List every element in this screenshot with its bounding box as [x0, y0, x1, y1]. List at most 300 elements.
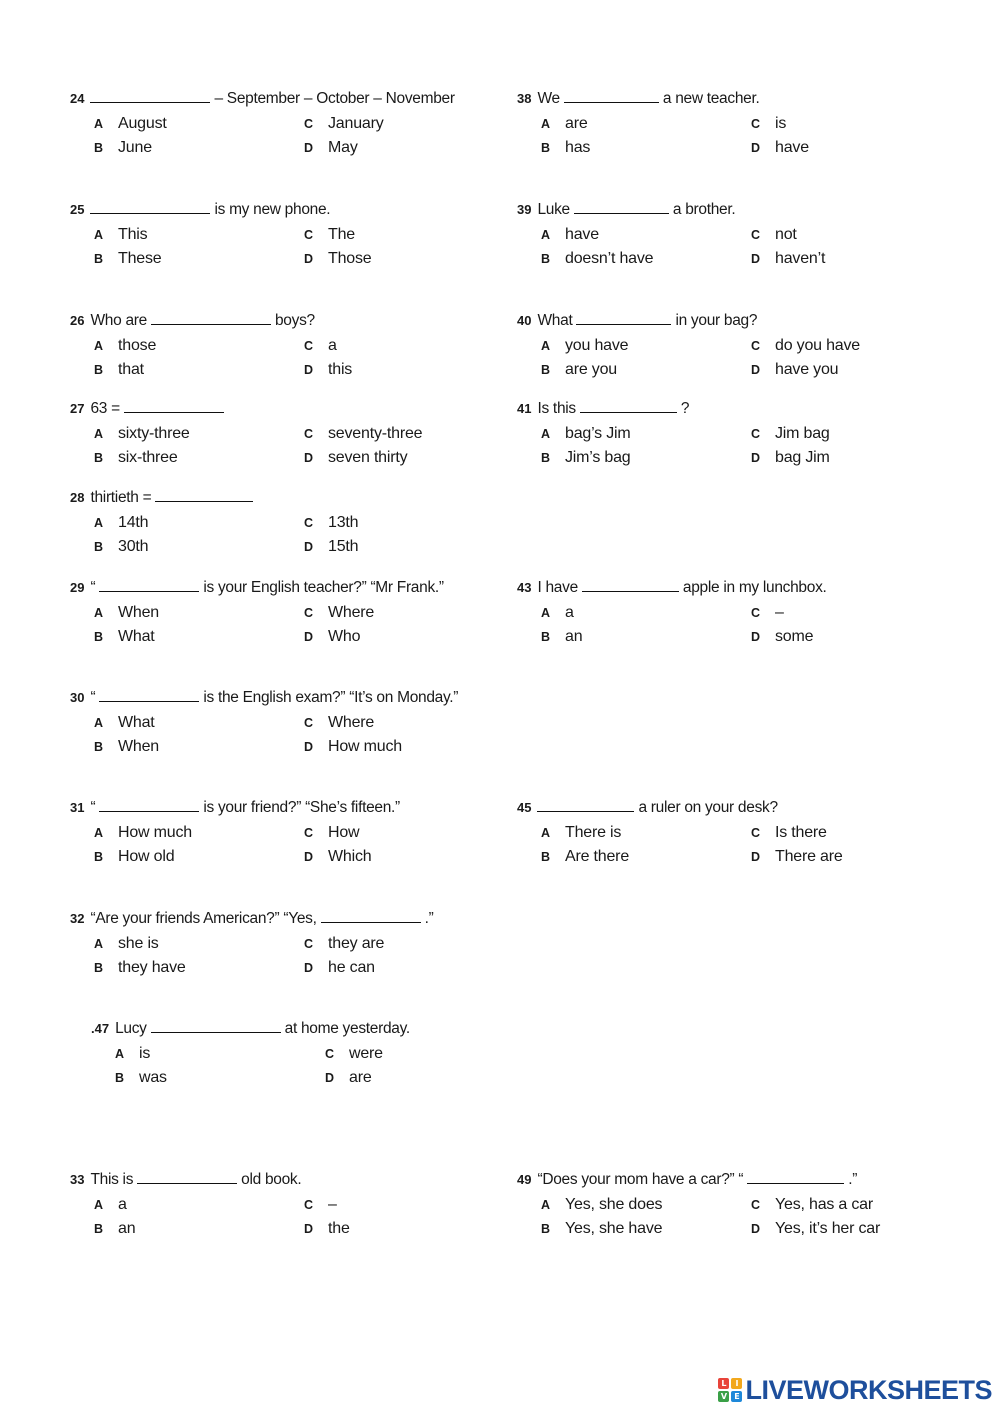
option-letter: C [304, 516, 313, 530]
option-letter: A [541, 826, 550, 840]
stem-text-before: “ [90, 689, 100, 706]
option-text: has [565, 139, 591, 156]
question-41 [517, 400, 917, 480]
option-a[interactable] [541, 337, 628, 355]
option-letter: B [94, 740, 103, 754]
option-letter: B [115, 1071, 124, 1085]
option-text: do you have [775, 337, 860, 354]
answer-blank[interactable] [124, 400, 224, 413]
option-letter: D [325, 1071, 334, 1085]
option-a[interactable] [94, 714, 155, 732]
question-number: 31 [70, 800, 85, 815]
option-letter: C [304, 427, 313, 441]
option-text: an [565, 628, 583, 645]
option-text: Yes, has a car [775, 1196, 874, 1213]
option-text: How much [118, 824, 192, 841]
option-a[interactable] [94, 1196, 127, 1214]
option-c[interactable] [304, 824, 359, 842]
stem-text-after: a new teacher. [658, 90, 760, 107]
option-b[interactable] [94, 1220, 135, 1238]
answer-blank[interactable] [155, 489, 253, 502]
question-number: 28 [70, 490, 85, 505]
question-number: 27 [70, 401, 85, 416]
question-40 [517, 312, 917, 392]
option-text: When [118, 738, 159, 755]
option-a[interactable] [94, 226, 147, 244]
option-text: How much [328, 738, 402, 755]
stem-text-before: I have [537, 579, 582, 596]
option-c[interactable] [304, 226, 355, 244]
question-stem [517, 312, 757, 330]
answer-blank[interactable] [151, 312, 271, 325]
option-letter: C [751, 117, 760, 131]
question-27 [70, 400, 470, 480]
question-32 [70, 910, 470, 990]
option-text: How old [118, 848, 175, 865]
answer-blank[interactable] [574, 201, 669, 214]
answer-blank[interactable] [576, 312, 671, 325]
option-b[interactable] [541, 250, 653, 268]
option-letter: D [304, 540, 313, 554]
option-letter: B [541, 363, 550, 377]
option-text: they have [118, 959, 186, 976]
stem-text-before: Luke [537, 201, 574, 218]
option-letter: B [541, 1222, 550, 1236]
stem-text-after: at home yesterday. [280, 1020, 410, 1037]
option-text: are [565, 115, 588, 132]
option-letter: D [751, 850, 760, 864]
stem-text-after: .” [844, 1171, 858, 1188]
question-number: .47 [91, 1021, 110, 1036]
option-b[interactable] [541, 139, 590, 157]
option-text: seventy-three [328, 425, 423, 442]
option-text: There are [775, 848, 843, 865]
option-letter: A [94, 606, 103, 620]
option-text: the [328, 1220, 350, 1237]
option-text: – [328, 1196, 337, 1213]
option-a[interactable] [94, 604, 159, 622]
option-text: have [565, 226, 599, 243]
option-letter: D [304, 1222, 313, 1236]
option-d[interactable] [304, 538, 358, 556]
stem-text-after: is your friend?” “She’s fifteen.” [199, 799, 400, 816]
option-text: were [349, 1045, 383, 1062]
question-number: 38 [517, 91, 532, 106]
option-letter: B [94, 252, 103, 266]
stem-text-before: What [537, 312, 577, 329]
option-letter: A [94, 826, 103, 840]
option-d[interactable] [304, 449, 407, 467]
option-text: The [328, 226, 355, 243]
option-letter: A [94, 117, 103, 131]
option-text: are you [565, 361, 617, 378]
option-a[interactable] [541, 1196, 662, 1214]
question-30 [70, 689, 470, 769]
answer-blank[interactable] [151, 1020, 281, 1033]
answer-blank[interactable] [99, 799, 199, 812]
option-c[interactable] [325, 1045, 383, 1063]
question-47 [91, 1020, 491, 1100]
stem-text-after: is my new phone. [210, 201, 331, 218]
answer-blank[interactable] [580, 400, 677, 413]
question-45 [517, 799, 917, 879]
option-letter: A [115, 1047, 124, 1061]
question-stem [70, 90, 455, 108]
option-letter: A [541, 427, 550, 441]
option-text: When [118, 604, 159, 621]
stem-text-after: is the English exam?” “It’s on Monday.” [199, 689, 459, 706]
answer-blank[interactable] [99, 689, 199, 702]
option-letter: A [94, 228, 103, 242]
option-text: 30th [118, 538, 149, 555]
question-26 [70, 312, 470, 392]
option-letter: B [94, 630, 103, 644]
option-d[interactable] [304, 628, 360, 646]
option-letter: C [304, 937, 313, 951]
option-d[interactable] [304, 959, 375, 977]
option-text: 14th [118, 514, 149, 531]
option-b[interactable] [94, 848, 174, 866]
option-b[interactable] [94, 449, 178, 467]
option-b[interactable] [94, 361, 144, 379]
option-b[interactable] [541, 1220, 662, 1238]
option-b[interactable] [115, 1069, 167, 1087]
question-stem [517, 90, 759, 108]
question-43 [517, 579, 917, 659]
option-d[interactable] [304, 139, 358, 157]
option-a[interactable] [94, 824, 192, 842]
option-letter: D [751, 451, 760, 465]
option-letter: D [751, 141, 760, 155]
stem-text-after: .” [420, 910, 434, 927]
option-letter: C [304, 606, 313, 620]
answer-blank[interactable] [747, 1171, 844, 1184]
option-text: haven’t [775, 250, 826, 267]
option-text: a [118, 1196, 127, 1213]
option-letter: A [541, 117, 550, 131]
question-number: 39 [517, 202, 532, 217]
question-number: 32 [70, 911, 85, 926]
question-38 [517, 90, 917, 170]
option-c[interactable] [751, 604, 784, 622]
option-text: he can [328, 959, 375, 976]
stem-text-after: in your bag? [671, 312, 758, 329]
answer-blank[interactable] [564, 90, 659, 103]
option-c[interactable] [304, 337, 337, 355]
option-b[interactable] [94, 250, 161, 268]
option-letter: C [325, 1047, 334, 1061]
question-stem [70, 689, 458, 707]
option-letter: D [304, 850, 313, 864]
option-c[interactable] [751, 824, 827, 842]
option-text: Where [328, 604, 375, 621]
option-letter: C [751, 339, 760, 353]
option-text: This [118, 226, 148, 243]
question-stem [70, 579, 444, 597]
answer-blank[interactable] [90, 201, 210, 214]
question-stem [70, 489, 253, 507]
option-a[interactable] [541, 425, 631, 443]
question-number: 29 [70, 580, 85, 595]
option-b[interactable] [94, 959, 186, 977]
option-text: a [328, 337, 337, 354]
option-b[interactable] [541, 449, 631, 467]
option-letter: C [304, 1198, 313, 1212]
option-text: There is [565, 824, 622, 841]
option-text: sixty-three [118, 425, 190, 442]
option-text: you have [565, 337, 629, 354]
stem-text-before: 63 = [90, 400, 124, 417]
option-text: some [775, 628, 814, 645]
option-a[interactable] [94, 115, 167, 133]
question-stem [70, 1171, 301, 1189]
option-d[interactable] [751, 628, 813, 646]
stem-text-after: ? [676, 400, 690, 417]
option-b[interactable] [94, 738, 159, 756]
option-c[interactable] [751, 425, 830, 443]
logo-mark-icon: L I V E [718, 1378, 742, 1402]
stem-text-before: We [537, 90, 564, 107]
option-b[interactable] [94, 139, 152, 157]
option-letter: C [751, 1198, 760, 1212]
option-d[interactable] [751, 250, 825, 268]
question-number: 25 [70, 202, 85, 217]
option-text: Yes, it’s her car [775, 1220, 881, 1237]
answer-blank[interactable] [137, 1171, 237, 1184]
option-text: How [328, 824, 360, 841]
option-letter: C [304, 339, 313, 353]
stem-text-after: old book. [237, 1171, 302, 1188]
stem-text-before: “Does your mom have a car?” “ [537, 1171, 748, 1188]
option-d[interactable] [751, 1220, 880, 1238]
option-text: seven thirty [328, 449, 408, 466]
option-letter: A [94, 339, 103, 353]
option-a[interactable] [541, 115, 588, 133]
option-letter: B [94, 451, 103, 465]
option-b[interactable] [541, 628, 582, 646]
option-text: have you [775, 361, 839, 378]
option-letter: C [304, 716, 313, 730]
stem-text-before: Lucy [115, 1020, 151, 1037]
answer-blank[interactable] [582, 579, 679, 592]
option-b[interactable] [541, 848, 629, 866]
option-c[interactable] [304, 604, 374, 622]
option-c[interactable] [751, 115, 786, 133]
stem-text-before: “ [90, 579, 100, 596]
option-c[interactable] [304, 714, 374, 732]
option-letter: A [541, 606, 550, 620]
option-a[interactable] [541, 226, 599, 244]
option-text: Yes, she does [565, 1196, 663, 1213]
option-c[interactable] [751, 337, 860, 355]
stem-text-before: “ [90, 799, 100, 816]
stem-text-after: a ruler on your desk? [634, 799, 778, 816]
question-stem [517, 1171, 857, 1189]
stem-text-after: boys? [270, 312, 315, 329]
option-letter: D [304, 252, 313, 266]
option-letter: B [541, 850, 550, 864]
option-text: What [118, 714, 155, 731]
option-letter: C [751, 826, 760, 840]
option-letter: D [751, 252, 760, 266]
option-text: 15th [328, 538, 359, 555]
option-text: Are there [565, 848, 630, 865]
option-text: those [118, 337, 157, 354]
option-b[interactable] [94, 538, 148, 556]
option-letter: B [541, 451, 550, 465]
question-stem [70, 312, 315, 330]
option-c[interactable] [304, 935, 384, 953]
question-stem [70, 910, 433, 928]
option-text: an [118, 1220, 136, 1237]
question-number: 45 [517, 800, 532, 815]
option-a[interactable] [94, 935, 159, 953]
stem-text-before: Who are [90, 312, 151, 329]
option-c[interactable] [751, 1196, 873, 1214]
answer-blank[interactable] [99, 579, 199, 592]
option-a[interactable] [94, 514, 148, 532]
option-letter: B [94, 141, 103, 155]
question-stem [70, 400, 224, 418]
question-stem [70, 799, 400, 817]
option-text: doesn’t have [565, 250, 654, 267]
option-letter: B [94, 850, 103, 864]
question-stem [517, 201, 735, 219]
option-c[interactable] [304, 115, 384, 133]
stem-text-before: This is [90, 1171, 138, 1188]
option-letter: C [751, 228, 760, 242]
option-letter: A [94, 427, 103, 441]
option-text: is [139, 1045, 151, 1062]
option-d[interactable] [304, 1220, 350, 1238]
option-d[interactable] [325, 1069, 372, 1087]
option-text: Where [328, 714, 375, 731]
answer-blank[interactable] [321, 910, 421, 923]
question-number: 40 [517, 313, 532, 328]
option-c[interactable] [304, 1196, 337, 1214]
option-d[interactable] [304, 738, 402, 756]
option-text: Is there [775, 824, 827, 841]
option-text: not [775, 226, 797, 243]
option-letter: D [751, 1222, 760, 1236]
option-letter: D [304, 451, 313, 465]
option-text: Yes, she have [565, 1220, 663, 1237]
question-number: 49 [517, 1172, 532, 1187]
option-b[interactable] [94, 628, 155, 646]
option-d[interactable] [751, 449, 830, 467]
question-number: 41 [517, 401, 532, 416]
option-letter: D [751, 363, 760, 377]
option-d[interactable] [304, 361, 352, 379]
option-b[interactable] [541, 361, 617, 379]
question-stem [517, 400, 689, 418]
option-letter: B [541, 141, 550, 155]
question-stem [91, 1020, 410, 1038]
question-stem [517, 579, 827, 597]
option-letter: A [541, 339, 550, 353]
option-text: are [349, 1069, 372, 1086]
question-25 [70, 201, 470, 281]
stem-text-before: thirtieth = [90, 489, 156, 506]
stem-text-after: apple in my lunchbox. [678, 579, 827, 596]
stem-text-after: a brother. [668, 201, 736, 218]
option-a[interactable] [94, 425, 190, 443]
option-d[interactable] [751, 139, 809, 157]
answer-blank[interactable] [537, 799, 634, 812]
question-28 [70, 489, 470, 569]
option-d[interactable] [304, 250, 371, 268]
option-c[interactable] [751, 226, 797, 244]
option-a[interactable] [541, 604, 574, 622]
option-text: May [328, 139, 358, 156]
option-letter: D [751, 630, 760, 644]
stem-text-before: “Are your friends American?” “Yes, [90, 910, 321, 927]
stem-text-after: is your English teacher?” “Mr Frank.” [199, 579, 444, 596]
option-text: – [775, 604, 784, 621]
liveworksheets-logo [718, 1375, 992, 1405]
option-d[interactable] [751, 848, 843, 866]
option-text: that [118, 361, 144, 378]
option-text: she is [118, 935, 159, 952]
option-letter: C [751, 606, 760, 620]
question-number: 24 [70, 91, 85, 106]
option-letter: C [304, 117, 313, 131]
option-a[interactable] [94, 337, 156, 355]
option-text: this [328, 361, 353, 378]
option-text: These [118, 250, 162, 267]
option-letter: D [304, 630, 313, 644]
answer-blank[interactable] [90, 90, 210, 103]
stem-text-after: – September – October – November [210, 90, 455, 107]
question-number: 33 [70, 1172, 85, 1187]
option-c[interactable] [304, 425, 422, 443]
option-letter: A [94, 1198, 103, 1212]
option-letter: D [304, 363, 313, 377]
option-text: August [118, 115, 167, 132]
option-text: was [139, 1069, 167, 1086]
option-letter: A [94, 937, 103, 951]
question-29 [70, 579, 470, 659]
option-text: What [118, 628, 155, 645]
option-text: January [328, 115, 384, 132]
option-letter: B [94, 1222, 103, 1236]
option-letter: A [541, 1198, 550, 1212]
option-letter: A [541, 228, 550, 242]
option-letter: D [304, 740, 313, 754]
option-text: have [775, 139, 809, 156]
option-text: six-three [118, 449, 178, 466]
option-text: Who [328, 628, 361, 645]
option-letter: B [541, 252, 550, 266]
option-letter: A [94, 716, 103, 730]
option-a[interactable] [541, 824, 621, 842]
option-letter: B [94, 540, 103, 554]
option-letter: D [304, 141, 313, 155]
option-text: Those [328, 250, 372, 267]
option-letter: D [304, 961, 313, 975]
option-text: June [118, 139, 152, 156]
option-text: Which [328, 848, 372, 865]
option-text: they are [328, 935, 385, 952]
option-d[interactable] [304, 848, 371, 866]
question-31 [70, 799, 470, 879]
question-stem [70, 201, 330, 219]
option-d[interactable] [751, 361, 838, 379]
logo-text: LIVEWORKSHEETS [745, 1374, 992, 1405]
option-letter: B [541, 630, 550, 644]
option-a[interactable] [115, 1045, 150, 1063]
option-c[interactable] [304, 514, 358, 532]
